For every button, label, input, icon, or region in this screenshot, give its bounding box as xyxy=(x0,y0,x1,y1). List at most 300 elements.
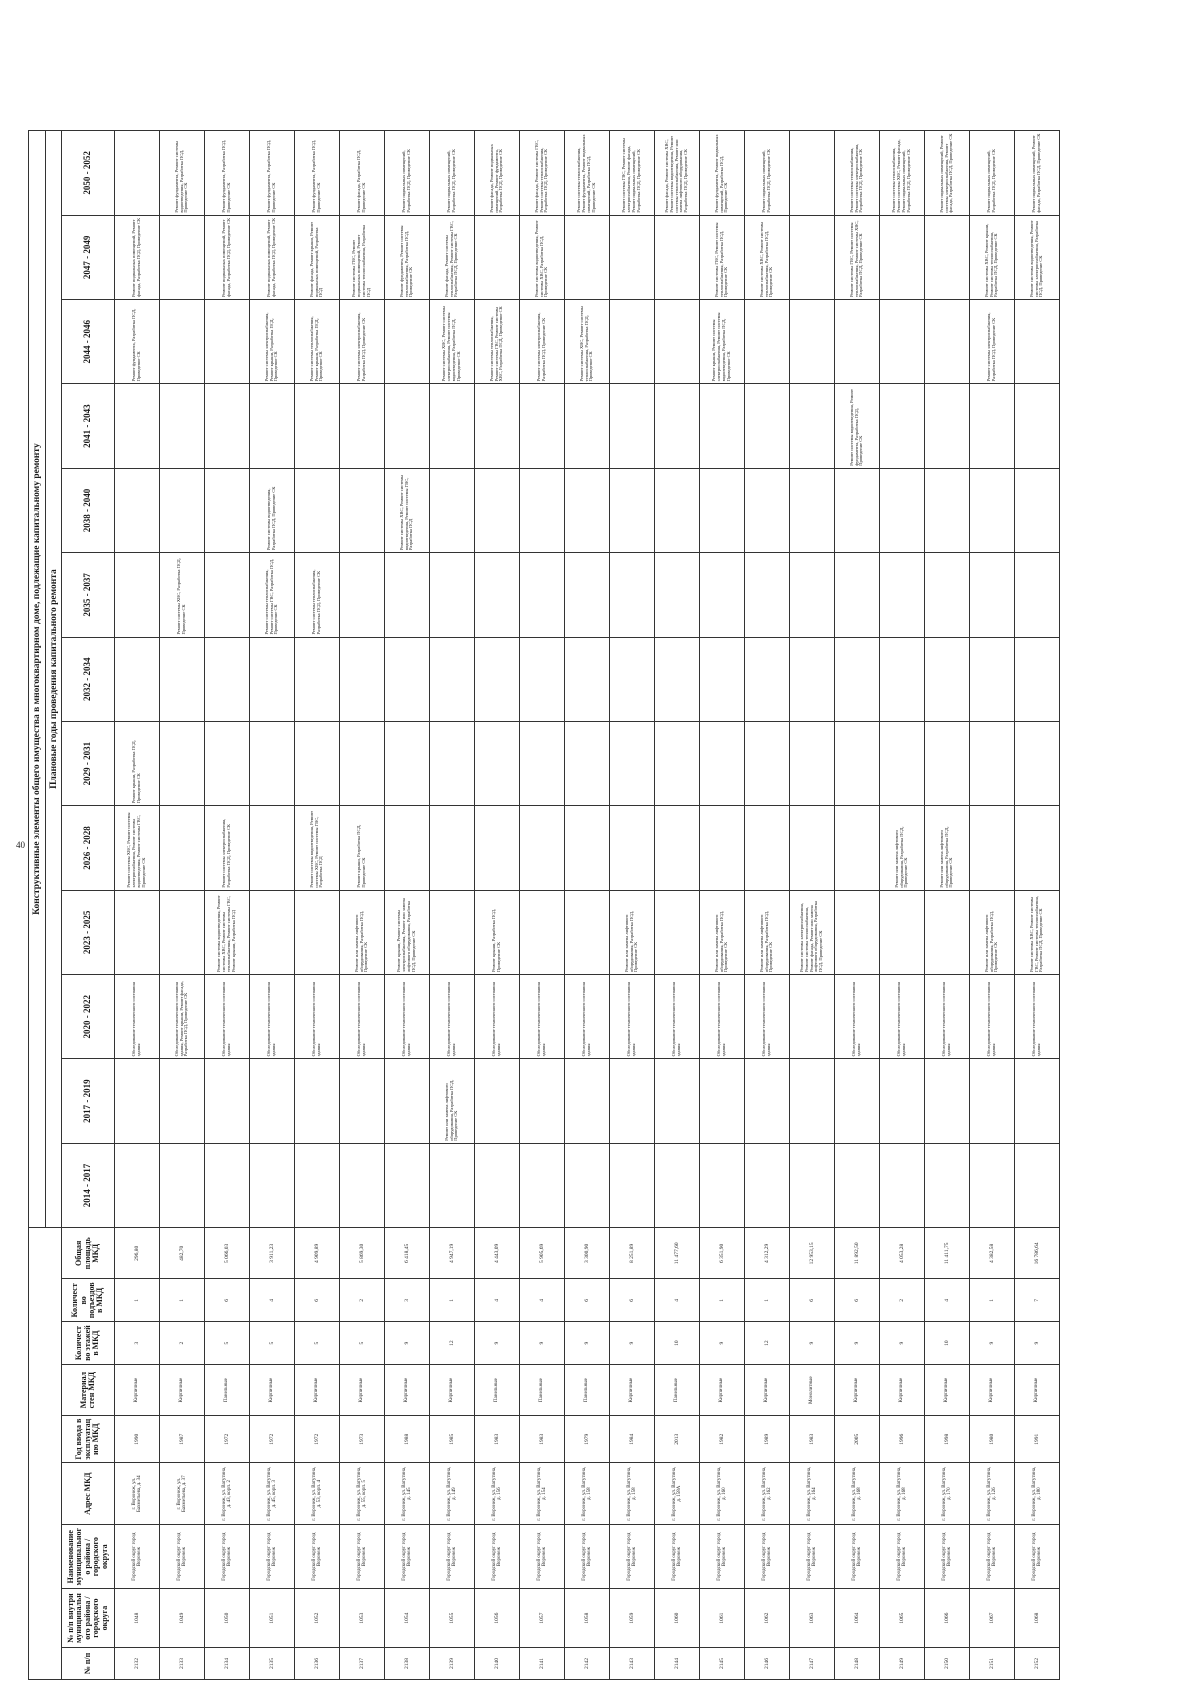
cell-period-works xyxy=(205,300,250,384)
cell-period-works xyxy=(1015,637,1060,721)
cell-period-works xyxy=(610,553,655,637)
cell-year-built: 1979 xyxy=(565,1416,610,1463)
cell-period-works xyxy=(610,384,655,468)
cell-period-works xyxy=(700,721,745,805)
cell-inner-number: 1053 xyxy=(340,1589,385,1648)
cell-municipality: Городской округ город Воронеж xyxy=(1015,1525,1060,1589)
capital-repair-table xyxy=(28,130,1060,1680)
cell-period-works xyxy=(115,553,160,637)
cell-period-works xyxy=(1015,300,1060,384)
cell-period-works: Ремонт фундамента, Ремонт системы водоотведения, Разработка ПСД, Проведение СК xyxy=(160,131,205,216)
cell-period-works xyxy=(385,637,430,721)
table-row xyxy=(385,131,430,1680)
table-row xyxy=(475,131,520,1680)
cell-npp: 2136 xyxy=(295,1647,340,1679)
cell-year-built: 1972 xyxy=(205,1416,250,1463)
cell-period-works xyxy=(295,721,340,805)
cell-floors: 9 xyxy=(970,1322,1015,1365)
cell-period-works xyxy=(700,468,745,552)
cell-period-works xyxy=(745,300,790,384)
header-period: 2023 - 2025 xyxy=(62,890,115,974)
cell-period-works xyxy=(925,300,970,384)
cell-period-works xyxy=(880,1059,925,1143)
cell-inner-number: 1059 xyxy=(610,1589,655,1648)
cell-entrances: 4 xyxy=(475,1279,520,1322)
cell-floors: 9 xyxy=(700,1322,745,1365)
cell-period-works xyxy=(565,1143,610,1227)
cell-period-works xyxy=(565,215,610,299)
cell-inner-number: 1061 xyxy=(700,1589,745,1648)
cell-floors: 10 xyxy=(925,1322,970,1365)
cell-period-works xyxy=(115,1143,160,1227)
cell-period-works xyxy=(655,553,700,637)
cell-period-works xyxy=(385,1059,430,1143)
cell-area: 5 066,03 xyxy=(205,1228,250,1279)
cell-period-works: Обследование технического состояния здания xyxy=(970,975,1015,1059)
cell-area: 16 786,64 xyxy=(1015,1228,1060,1279)
cell-municipality: Городской округ город Воронеж xyxy=(970,1525,1015,1589)
cell-entrances: 2 xyxy=(880,1279,925,1322)
table-row xyxy=(655,131,700,1680)
cell-period-works: Ремонт фундамента, Ремонт системы теплоснабжения, Разработка ПСД, Проведение СК xyxy=(385,215,430,299)
cell-inner-number: 1068 xyxy=(1015,1589,1060,1648)
cell-period-works xyxy=(835,890,880,974)
cell-address: г. Воронеж, ул. Ватутина, д. 149 xyxy=(430,1463,475,1525)
cell-period-works: Ремонт или замена лифтового оборудования, Разработка ПСД, Проведение СК xyxy=(745,890,790,974)
cell-npp: 2144 xyxy=(655,1647,700,1679)
cell-floors: 2 xyxy=(160,1322,205,1365)
cell-municipality: Городской округ город Воронеж xyxy=(295,1525,340,1589)
cell-floors: 9 xyxy=(565,1322,610,1365)
cell-period-works xyxy=(610,215,655,299)
cell-period-works: Ремонт системы электроснабжения, Разработка ПСД, Проведение СК xyxy=(340,300,385,384)
cell-period-works: Ремонт фасада, Ремонт системы теплоснабжения, Ремонт системы ГВС, Разработка ПСД, Проведение СК xyxy=(430,215,475,299)
header-year-built: Год ввода в эксплуатацию МКД xyxy=(62,1416,115,1463)
cell-year-built: 1989 xyxy=(745,1416,790,1463)
cell-entrances: 3 xyxy=(385,1279,430,1322)
cell-period-works: Обследование технического состояния здания xyxy=(205,975,250,1059)
cell-inner-number: 1062 xyxy=(745,1589,790,1648)
cell-floors: 12 xyxy=(745,1322,790,1365)
table-row xyxy=(700,131,745,1680)
cell-period-works: Ремонт системы водоотведения, Ремонт системы ХВС, Ремонт системы ГВС, Разработка ПСД xyxy=(295,806,340,890)
header-municipality: Наименование муниципального района / городского округа xyxy=(62,1525,115,1589)
cell-period-works xyxy=(565,468,610,552)
cell-address: г. Воронеж, ул. Ватутина, д. 145 xyxy=(385,1463,430,1525)
table-row xyxy=(970,131,1015,1680)
cell-period-works xyxy=(970,637,1015,721)
cell-period-works: Обследование технического состояния здания xyxy=(700,975,745,1059)
cell-period-works xyxy=(880,300,925,384)
cell-period-works xyxy=(520,721,565,805)
cell-period-works xyxy=(925,215,970,299)
cell-period-works xyxy=(925,553,970,637)
cell-year-built: 1984 xyxy=(610,1416,655,1463)
cell-period-works xyxy=(160,215,205,299)
cell-period-works: Ремонт подвальных помещений, Ремонт системы электроснабжения, Ремонт фасада, Разработка ПСД, Проведение СК xyxy=(925,131,970,216)
cell-area: 12 953,15 xyxy=(790,1228,835,1279)
cell-period-works: Ремонт фундамента, Разработка ПСД, Проведение СК xyxy=(205,131,250,216)
cell-period-works: Ремонт или замена лифтового оборудования, Разработка ПСД, Проведение СК xyxy=(340,890,385,974)
cell-period-works: Ремонт системы теплоснабжения, Ремонт системы ГВС, Ремонт системы ХВС, Разработка ПСД, Проведение СК xyxy=(475,300,520,384)
cell-period-works xyxy=(475,806,520,890)
header-period: 2038 - 2040 xyxy=(62,468,115,552)
cell-period-works xyxy=(655,721,700,805)
cell-municipality: Городской округ город Воронеж xyxy=(565,1525,610,1589)
cell-period-works xyxy=(115,131,160,216)
cell-npp: 2138 xyxy=(385,1647,430,1679)
cell-period-works: Ремонт системы водоотведения, Разработка ПСД, Проведение СК xyxy=(250,468,295,552)
cell-period-works: Обследование технического состояния здания xyxy=(385,975,430,1059)
cell-npp: 2134 xyxy=(205,1647,250,1679)
cell-municipality: Городской округ город Воронеж xyxy=(790,1525,835,1589)
cell-municipality: Городской округ город Воронеж xyxy=(475,1525,520,1589)
cell-period-works xyxy=(610,1143,655,1227)
cell-period-works: Ремонт фундамента, Разработка ПСД, Проведение СК xyxy=(115,300,160,384)
cell-period-works xyxy=(790,553,835,637)
table-row xyxy=(1015,131,1060,1680)
cell-floors: 5 xyxy=(250,1322,295,1365)
cell-period-works: Обследование технического состояния здания xyxy=(295,975,340,1059)
cell-municipality: Городской округ город Воронеж xyxy=(700,1525,745,1589)
cell-npp: 2135 xyxy=(250,1647,295,1679)
cell-year-built: 1972 xyxy=(295,1416,340,1463)
cell-period-works xyxy=(655,806,700,890)
cell-period-works xyxy=(835,1143,880,1227)
cell-period-works xyxy=(295,1059,340,1143)
page-number: 40 xyxy=(16,840,25,850)
cell-period-works: Ремонт системы ГВС, Ремонт системы теплоснабжения, Разработка ПСД, Проведение СК xyxy=(700,215,745,299)
cell-area: 4 382,58 xyxy=(970,1228,1015,1279)
cell-npp: 2149 xyxy=(880,1647,925,1679)
cell-period-works xyxy=(340,637,385,721)
cell-period-works xyxy=(655,1143,700,1227)
header-wall-material: Материал стен МКД xyxy=(62,1364,115,1415)
cell-area: 482,70 xyxy=(160,1228,205,1279)
cell-period-works xyxy=(160,300,205,384)
cell-period-works xyxy=(925,1143,970,1227)
cell-period-works xyxy=(880,637,925,721)
cell-area: 5 905,69 xyxy=(520,1228,565,1279)
cell-period-works xyxy=(340,721,385,805)
cell-year-built: 1998 xyxy=(925,1416,970,1463)
cell-period-works: Ремонт или замена лифтового оборудования, Разработка ПСД, Проведение СК xyxy=(970,890,1015,974)
cell-address: г. Воронеж, ул. Ватутина, д. 53, корп. 4 xyxy=(295,1463,340,1525)
cell-wall-material: Кирпичные xyxy=(160,1364,205,1415)
cell-period-works xyxy=(835,300,880,384)
table-row xyxy=(115,131,160,1680)
cell-npp: 2151 xyxy=(970,1647,1015,1679)
cell-period-works: Ремонт или замена лифтового оборудования, Разработка ПСД, Проведение СК xyxy=(610,890,655,974)
cell-period-works xyxy=(205,1143,250,1227)
cell-period-works: Ремонт системы ХВС, Ремонт системы теплоснабжения, Разработка ПСД, Проведение СК xyxy=(565,300,610,384)
table-row xyxy=(880,131,925,1680)
cell-area: 4 053,28 xyxy=(880,1228,925,1279)
cell-period-works: Ремонт системы ГВС, Ремонт системы электроснабжения, Ремонт фасада, Ремонт подвальных помещений, Разработка ПСД, Проведение СК xyxy=(610,131,655,216)
cell-area: 6 418,45 xyxy=(385,1228,430,1279)
cell-npp: 2133 xyxy=(160,1647,205,1679)
cell-entrances: 6 xyxy=(295,1279,340,1322)
cell-period-works xyxy=(520,637,565,721)
cell-floors: 9 xyxy=(1015,1322,1060,1365)
cell-npp: 2145 xyxy=(700,1647,745,1679)
cell-address: г. Воронеж, ул. Ватутина, д. 156 xyxy=(475,1463,520,1525)
cell-period-works: Ремонт системы теплоснабжения, Ремонт крыши, Разработка ПСД, Проведение СК xyxy=(295,300,340,384)
cell-period-works xyxy=(745,468,790,552)
cell-period-works xyxy=(250,890,295,974)
cell-period-works xyxy=(520,806,565,890)
cell-area: 11 892,50 xyxy=(835,1228,880,1279)
cell-period-works xyxy=(385,721,430,805)
cell-period-works xyxy=(610,468,655,552)
cell-period-works xyxy=(1015,1143,1060,1227)
cell-npp: 2147 xyxy=(790,1647,835,1679)
cell-period-works xyxy=(205,721,250,805)
cell-area: 6 351,90 xyxy=(700,1228,745,1279)
cell-period-works xyxy=(790,300,835,384)
cell-period-works: Ремонт системы ХВС, Ремонт системы электроснабжения, Ремонт системы водоотведения, Разработка ПСД, Проведение СК xyxy=(430,300,475,384)
cell-period-works: Ремонт подвальных помещений, Ремонт фасада, Разработка ПСД, Проведение СК xyxy=(250,215,295,299)
cell-period-works: Ремонт системы ХВС, Разработка ПСД, Проведение СК xyxy=(160,553,205,637)
cell-period-works xyxy=(340,1059,385,1143)
header-inner-number: № п/п внутри муниципального района / городского округа xyxy=(62,1589,115,1648)
cell-year-built: 1972 xyxy=(250,1416,295,1463)
header-entrances: Количество подъездов в МКД xyxy=(62,1279,115,1322)
cell-period-works xyxy=(745,806,790,890)
table-row xyxy=(925,131,970,1680)
cell-wall-material: Панельные xyxy=(565,1364,610,1415)
cell-entrances: 2 xyxy=(340,1279,385,1322)
cell-period-works: Обследование технического состояния здания xyxy=(880,975,925,1059)
cell-period-works xyxy=(295,637,340,721)
table-row xyxy=(835,131,880,1680)
cell-npp: 2143 xyxy=(610,1647,655,1679)
cell-period-works xyxy=(250,1143,295,1227)
cell-floors: 3 xyxy=(115,1322,160,1365)
cell-entrances: 4 xyxy=(250,1279,295,1322)
cell-period-works: Ремонт системы водоотведения, Ремонт системы электроснабжения, Разработка ПСД, Проведение СК xyxy=(1015,215,1060,299)
table-row xyxy=(565,131,610,1680)
cell-period-works xyxy=(745,1059,790,1143)
cell-wall-material: Кирпичные xyxy=(250,1364,295,1415)
cell-entrances: 6 xyxy=(565,1279,610,1322)
header-period: 2050 - 2052 xyxy=(62,131,115,216)
cell-municipality: Городской округ город Воронеж xyxy=(340,1525,385,1589)
cell-year-built: 1983 xyxy=(790,1416,835,1463)
cell-wall-material: Монолитные xyxy=(790,1364,835,1415)
cell-period-works xyxy=(790,806,835,890)
cell-period-works xyxy=(745,721,790,805)
cell-period-works xyxy=(430,468,475,552)
cell-period-works: Ремонт фасада, Ремонт крыши, Ремонт подвальных помещений, Разработка ПСД xyxy=(295,215,340,299)
table-row xyxy=(610,131,655,1680)
cell-period-works: Обследование технического состояния здания xyxy=(115,975,160,1059)
cell-area: 4 947,19 xyxy=(430,1228,475,1279)
cell-period-works xyxy=(655,215,700,299)
cell-floors: 9 xyxy=(790,1322,835,1365)
cell-wall-material: Кирпичные xyxy=(340,1364,385,1415)
cell-period-works: Ремонт системы ХВС, Ремонт системы ГВС, Ремонт системы теплоснабжения, Разработка ПСД, Проведение СК xyxy=(1015,890,1060,974)
cell-inner-number: 1058 xyxy=(565,1589,610,1648)
cell-period-works xyxy=(565,890,610,974)
cell-period-works xyxy=(970,721,1015,805)
cell-floors: 5 xyxy=(340,1322,385,1365)
cell-period-works xyxy=(295,890,340,974)
cell-municipality: Городской округ город Воронеж xyxy=(655,1525,700,1589)
cell-period-works xyxy=(385,384,430,468)
cell-period-works xyxy=(745,384,790,468)
cell-inner-number: 1065 xyxy=(880,1589,925,1648)
cell-period-works xyxy=(475,721,520,805)
cell-municipality: Городской округ город Воронеж xyxy=(250,1525,295,1589)
cell-entrances: 6 xyxy=(835,1279,880,1322)
cell-period-works: Ремонт системы теплоснабжения, Ремонт системы электроснабжения, Разработка ПСД, Проведение СК xyxy=(835,131,880,216)
table-row xyxy=(205,131,250,1680)
cell-entrances: 4 xyxy=(925,1279,970,1322)
cell-period-works xyxy=(790,1143,835,1227)
cell-entrances: 4 xyxy=(520,1279,565,1322)
table-row xyxy=(790,131,835,1680)
header-floors: Количество этажей в МКД xyxy=(62,1322,115,1365)
cell-period-works xyxy=(475,1059,520,1143)
cell-period-works xyxy=(250,1059,295,1143)
cell-period-works xyxy=(655,300,700,384)
cell-npp: 2142 xyxy=(565,1647,610,1679)
cell-wall-material: Кирпичные xyxy=(385,1364,430,1415)
cell-period-works: Ремонт системы электроснабжения, Ремонт крыши, Разработка ПСД, Проведение СК xyxy=(250,300,295,384)
cell-period-works xyxy=(835,553,880,637)
header-period: 2032 - 2034 xyxy=(62,637,115,721)
cell-period-works: Ремонт крыши, Разработка ПСД, Проведение СК xyxy=(115,721,160,805)
cell-period-works: Ремонт или замена лифтового оборудования, Разработка ПСД, Проведение СК xyxy=(925,806,970,890)
cell-address: г. Воронеж, ул. Ватутина, д. 43, корп. 2 xyxy=(205,1463,250,1525)
cell-period-works xyxy=(1015,1059,1060,1143)
cell-period-works: Ремонт системы водоотведения, Ремонт системы ХВС, Разработка ПСД, Проведение СК xyxy=(520,215,565,299)
cell-period-works: Обследование технического состояния здания xyxy=(430,975,475,1059)
cell-year-built: 1973 xyxy=(340,1416,385,1463)
cell-period-works xyxy=(700,384,745,468)
cell-period-works xyxy=(340,468,385,552)
cell-period-works xyxy=(430,384,475,468)
cell-period-works xyxy=(790,384,835,468)
cell-period-works: Ремонт подвальных помещений, Разработка ПСД, Проведение СК xyxy=(970,131,1015,216)
cell-period-works xyxy=(1015,553,1060,637)
cell-period-works xyxy=(520,890,565,974)
cell-wall-material: Кирпичные xyxy=(970,1364,1015,1415)
cell-address: г. Воронеж, ул. Ватутина, д. 168 xyxy=(880,1463,925,1525)
cell-period-works xyxy=(925,637,970,721)
cell-period-works xyxy=(250,637,295,721)
cell-period-works xyxy=(115,384,160,468)
table-row xyxy=(160,131,205,1680)
cell-period-works xyxy=(610,806,655,890)
cell-npp: 2137 xyxy=(340,1647,385,1679)
cell-address: г. Воронеж, ул. Ватутина, д. 158А xyxy=(655,1463,700,1525)
cell-period-works xyxy=(880,1143,925,1227)
cell-entrances: 1 xyxy=(160,1279,205,1322)
cell-floors: 9 xyxy=(835,1322,880,1365)
cell-floors: 9 xyxy=(385,1322,430,1365)
cell-period-works: Обследование технического состояния здания xyxy=(835,975,880,1059)
cell-period-works xyxy=(880,890,925,974)
cell-floors: 5 xyxy=(205,1322,250,1365)
cell-period-works: Ремонт системы теплоснабжения, Разработка ПСД, Проведение СК xyxy=(295,553,340,637)
cell-entrances: 1 xyxy=(115,1279,160,1322)
cell-year-built: 1990 xyxy=(115,1416,160,1463)
cell-period-works xyxy=(520,1059,565,1143)
cell-wall-material: Кирпичные xyxy=(295,1364,340,1415)
cell-npp: 2140 xyxy=(475,1647,520,1679)
cell-period-works xyxy=(250,384,295,468)
table-row xyxy=(430,131,475,1680)
cell-period-works xyxy=(205,384,250,468)
cell-address: г. Воронеж, ул. Ватутина, д. 158 xyxy=(610,1463,655,1525)
cell-municipality: Городской округ город Воронеж xyxy=(520,1525,565,1589)
cell-period-works xyxy=(970,553,1015,637)
cell-area: 8 251,89 xyxy=(610,1228,655,1279)
cell-period-works xyxy=(205,1059,250,1143)
cell-period-works xyxy=(745,637,790,721)
cell-period-works xyxy=(700,1059,745,1143)
cell-year-built: 1988 xyxy=(385,1416,430,1463)
cell-year-built: 1983 xyxy=(520,1416,565,1463)
cell-period-works xyxy=(970,468,1015,552)
header-period: 2029 - 2031 xyxy=(62,721,115,805)
cell-period-works: Ремонт фасада, Ремонт подвальных помещений, Ремонт фундамента, Разработка ПСД, Проведение СК xyxy=(475,131,520,216)
cell-address: г. Воронеж, ул. Ватутина, д. 126 xyxy=(970,1463,1015,1525)
cell-wall-material: Кирпичные xyxy=(700,1364,745,1415)
cell-area: 296,80 xyxy=(115,1228,160,1279)
cell-wall-material: Кирпичные xyxy=(430,1364,475,1415)
cell-period-works xyxy=(475,1143,520,1227)
cell-period-works xyxy=(430,1143,475,1227)
cell-period-works: Ремонт крыши, Ремонт системы электроснабжения, Ремонт системы водоотведения, Разработка ПСД, Проведение СК xyxy=(700,300,745,384)
cell-year-built: 1985 xyxy=(430,1416,475,1463)
cell-wall-material: Кирпичные xyxy=(610,1364,655,1415)
cell-period-works xyxy=(655,384,700,468)
cell-period-works: Ремонт системы ГВС, Ремонт системы теплоснабжения, Ремонт системы ХВС, Разработка ПСД, Проведение СК xyxy=(835,215,880,299)
header-period: 2047 - 2049 xyxy=(62,215,115,299)
cell-entrances: 7 xyxy=(1015,1279,1060,1322)
header-period: 2017 - 2019 xyxy=(62,1059,115,1143)
cell-period-works: Ремонт фундамента, Разработка ПСД, Проведение СК xyxy=(250,131,295,216)
cell-address: г. Воронеж, ул. Ватутина, д. 158 xyxy=(565,1463,610,1525)
cell-address: г. Воронеж, ул. Ватутина, д. 45, корп. 3 xyxy=(250,1463,295,1525)
cell-period-works xyxy=(475,468,520,552)
cell-npp: 2132 xyxy=(115,1647,160,1679)
cell-address: г. Воронеж, ул. Ватутина, д. 168 xyxy=(835,1463,880,1525)
cell-period-works: Ремонт системы теплоснабжения, Ремонт системы ГВС, Разработка ПСД, Проведение СК xyxy=(250,553,295,637)
cell-period-works xyxy=(790,215,835,299)
cell-period-works xyxy=(1015,806,1060,890)
cell-area: 4 443,09 xyxy=(475,1228,520,1279)
table-title: Конструктивные элементы общего имущества в многоквартирном доме, подлежащие капитальному ремонту xyxy=(29,131,46,1228)
cell-period-works: Ремонт системы ХВС, Ремонт системы электроснабжения, Ремонт системы водоотведения, Ремонт системы ГВС, Проведение СК xyxy=(115,806,160,890)
cell-municipality: Городской округ город Воронеж xyxy=(880,1525,925,1589)
cell-year-built: 1996 xyxy=(880,1416,925,1463)
cell-area: 5 869,30 xyxy=(340,1228,385,1279)
cell-period-works xyxy=(430,721,475,805)
cell-period-works xyxy=(385,300,430,384)
table-row xyxy=(520,131,565,1680)
cell-period-works xyxy=(475,215,520,299)
cell-period-works xyxy=(160,721,205,805)
cell-period-works xyxy=(430,806,475,890)
cell-period-works xyxy=(745,1143,790,1227)
cell-npp: 2139 xyxy=(430,1647,475,1679)
cell-period-works: Ремонт подвальных помещений, Ремонт фасада, Разработка ПСД, Проведение СК xyxy=(115,215,160,299)
cell-period-works: Ремонт системы ХВС, Ремонт системы теплоснабжения, Разработка ПСД, Проведение СК xyxy=(745,215,790,299)
